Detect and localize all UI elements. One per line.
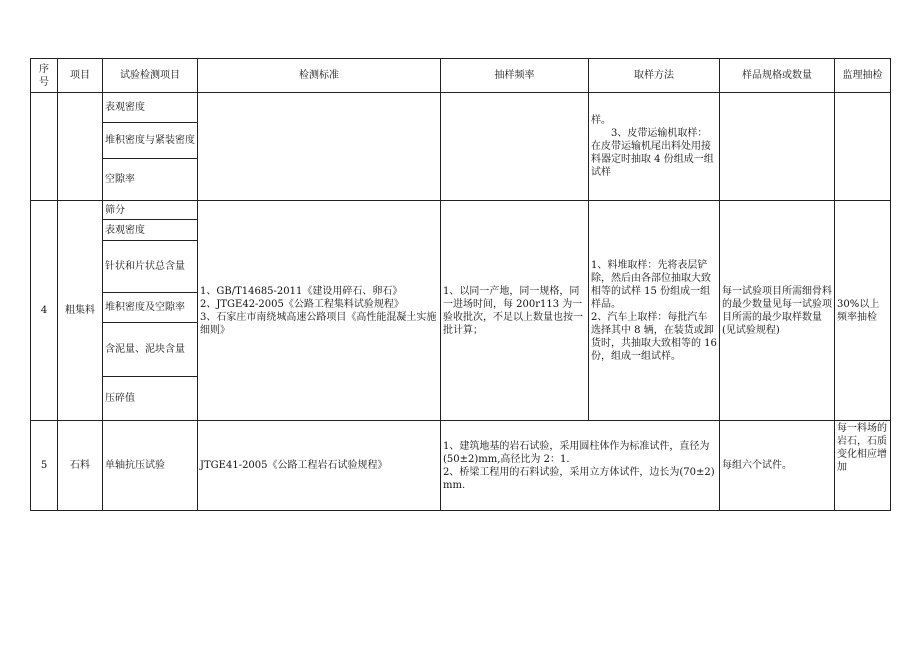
supervision-cell [835, 93, 891, 201]
test-cell: 表观密度 [103, 93, 198, 123]
item-cell: 粗集料 [58, 201, 103, 421]
no-cell: 5 [31, 421, 58, 511]
method-cell: 1、料堆取样：先将表层铲除，然后由各部位抽取大致相等的试样 15 份组成一组样品。 2、汽车上取样：每批汽车选择其中 8 辆，在装货或卸货时，共抽取大致相等的 16 份，组成一组试样。 [589, 201, 720, 421]
method-cell: 1、建筑地基的岩石试验，采用圆柱体作为标准试件，直径为(50±2)mm,高径比为 2：1. 2、桥梁工程用的石料试验，采用立方体试件，边长为(70±2)mm. [441, 421, 720, 511]
header-test-item: 试验检测项目 [103, 59, 198, 93]
frequency-cell [441, 93, 589, 201]
header-standard: 检测标准 [198, 59, 441, 93]
table-row [31, 201, 891, 220]
method-cell: 样。 3、皮带运输机取样： 在皮带运输机尾出料处用接料器定时抽取 4 份组成一组试样 [589, 93, 720, 201]
supervision-cell: 每一料场的岩石，石质变化相应增加 [835, 421, 891, 511]
standard-cell: JTGE41-2005《公路工程岩石试验规程》 [198, 421, 441, 511]
header-row [31, 59, 891, 93]
standard-cell: 1、GB/T14685-2011《建设用碎石、卵石》 2、JTGE42-2005《公路工程集料试验规程》 3、石家庄市南绕城高速公路项目《高性能混凝土实施细则》 [198, 201, 441, 421]
test-cell: 堆积密度及空隙率 [103, 293, 198, 323]
test-cell: 表观密度 [103, 220, 198, 241]
test-cell: 压碎值 [103, 377, 198, 421]
frequency-cell: 1、以同一产地，同一规格，同一进场时间，每 200r113 为一验收批次，不足以上数量也按一批计算； [441, 201, 589, 421]
sample-cell: 每一试验项目所需细骨料的最少数量见每一试验项目所需的最少取样数量(见试验规程) [720, 201, 835, 421]
supervision-cell: 30%以上频率抽检 [835, 201, 891, 421]
header-frequency: 抽样频率 [441, 59, 589, 93]
table-row [31, 421, 891, 511]
header-item: 项目 [58, 59, 103, 93]
header-supervision: 监理抽检 [835, 59, 891, 93]
standard-cell [198, 93, 441, 201]
item-cell: 石料 [58, 421, 103, 511]
test-cell: 空隙率 [103, 159, 198, 201]
test-cell: 堆积密度与紧装密度 [103, 123, 198, 159]
item-cell [58, 93, 103, 201]
no-cell: 4 [31, 201, 58, 421]
inspection-table [30, 58, 891, 511]
test-cell: 单轴抗压试验 [103, 421, 198, 511]
table-row [31, 93, 891, 123]
header-sample: 样品规格或数量 [720, 59, 835, 93]
header-method: 取样方法 [589, 59, 720, 93]
header-no: 序 号 [31, 59, 58, 93]
test-cell: 针状和片状总含量 [103, 241, 198, 293]
sample-cell [720, 93, 835, 201]
no-cell [31, 93, 58, 201]
test-cell: 筛分 [103, 201, 198, 220]
sample-cell: 每组六个试件。 [720, 421, 835, 511]
test-cell: 含泥量、泥块含量 [103, 323, 198, 377]
